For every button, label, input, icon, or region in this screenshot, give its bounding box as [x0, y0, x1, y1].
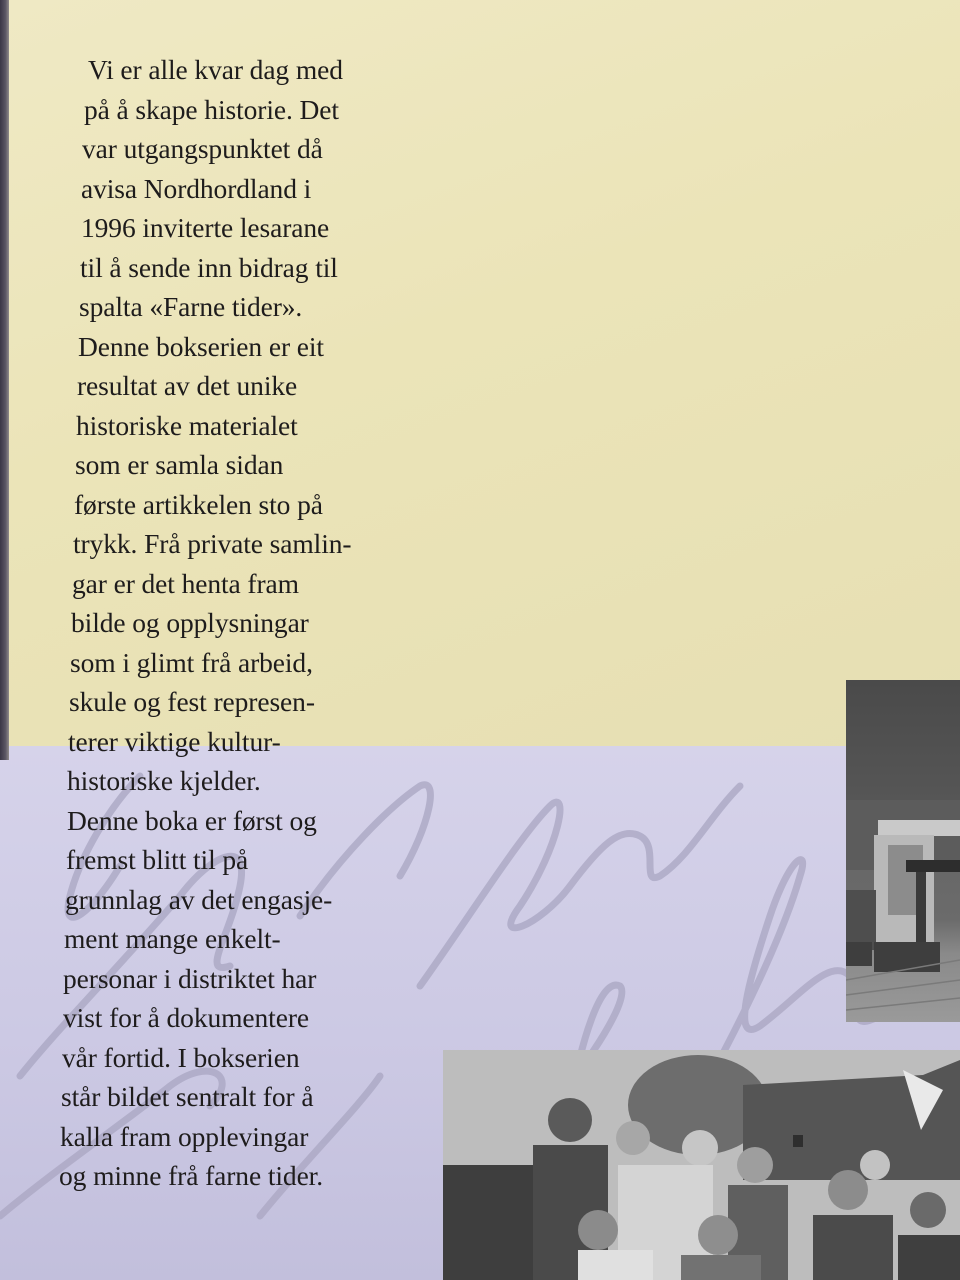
group-photo: [443, 1050, 960, 1280]
blurb-line: trykk. Frå private samlin-: [73, 528, 352, 559]
blurb-line: historiske materialet: [76, 409, 298, 441]
blurb-line: personar i distriktet har: [63, 962, 317, 994]
blurb-line: som i glimt frå arbeid,: [70, 646, 313, 678]
blurb-line: Denne bokserien er eit: [78, 330, 324, 362]
blurb-line: Vi er alle kvar dag med: [88, 54, 343, 85]
blurb-line: kalla fram opplevingar: [60, 1120, 309, 1152]
blurb-line: står bildet sentralt for å: [61, 1081, 314, 1112]
blurb-line: ment mange enkelt-: [64, 923, 281, 954]
interior-photo: [846, 680, 960, 1022]
blurb-line: 1996 inviterte lesarane: [81, 212, 330, 243]
blurb-line: skule og fest represen-: [69, 686, 315, 717]
blurb-line: gar er det henta fram: [72, 567, 299, 599]
blurb-line: og minne frå farne tider.: [59, 1160, 323, 1191]
blurb-line: resultat av det unike: [77, 370, 298, 401]
blurb-line: til å sende inn bidrag til: [80, 251, 338, 283]
blurb-line: første artikkelen sto på: [74, 488, 323, 520]
blurb-line: terer viktige kultur-: [68, 725, 281, 757]
blurb-line: fremst blitt til på: [66, 844, 249, 875]
fireplace-illustration: [846, 680, 960, 1022]
blurb-line: historiske kjelder.: [67, 765, 261, 796]
blurb-line: bilde og opplysningar: [71, 607, 309, 638]
blurb-line: som er samla sidan: [75, 449, 284, 480]
blurb-line: var utgangspunktet då: [82, 133, 323, 164]
blurb-line: vår fortid. I bokserien: [62, 1041, 300, 1073]
blurb-line: grunnlag av det engasje-: [65, 883, 333, 915]
blurb-line: på å skape historie. Det: [84, 93, 339, 125]
blurb-line: spalta «Farne tider».: [79, 291, 303, 322]
blurb-line: vist for å dokumentere: [63, 1002, 309, 1033]
blurb-line: avisa Nordhordland i: [81, 172, 312, 204]
blurb-text: [0, 50, 430, 1196]
blurb-line: Denne boka er først og: [67, 804, 317, 836]
group-portrait-illustration: [443, 1050, 960, 1280]
